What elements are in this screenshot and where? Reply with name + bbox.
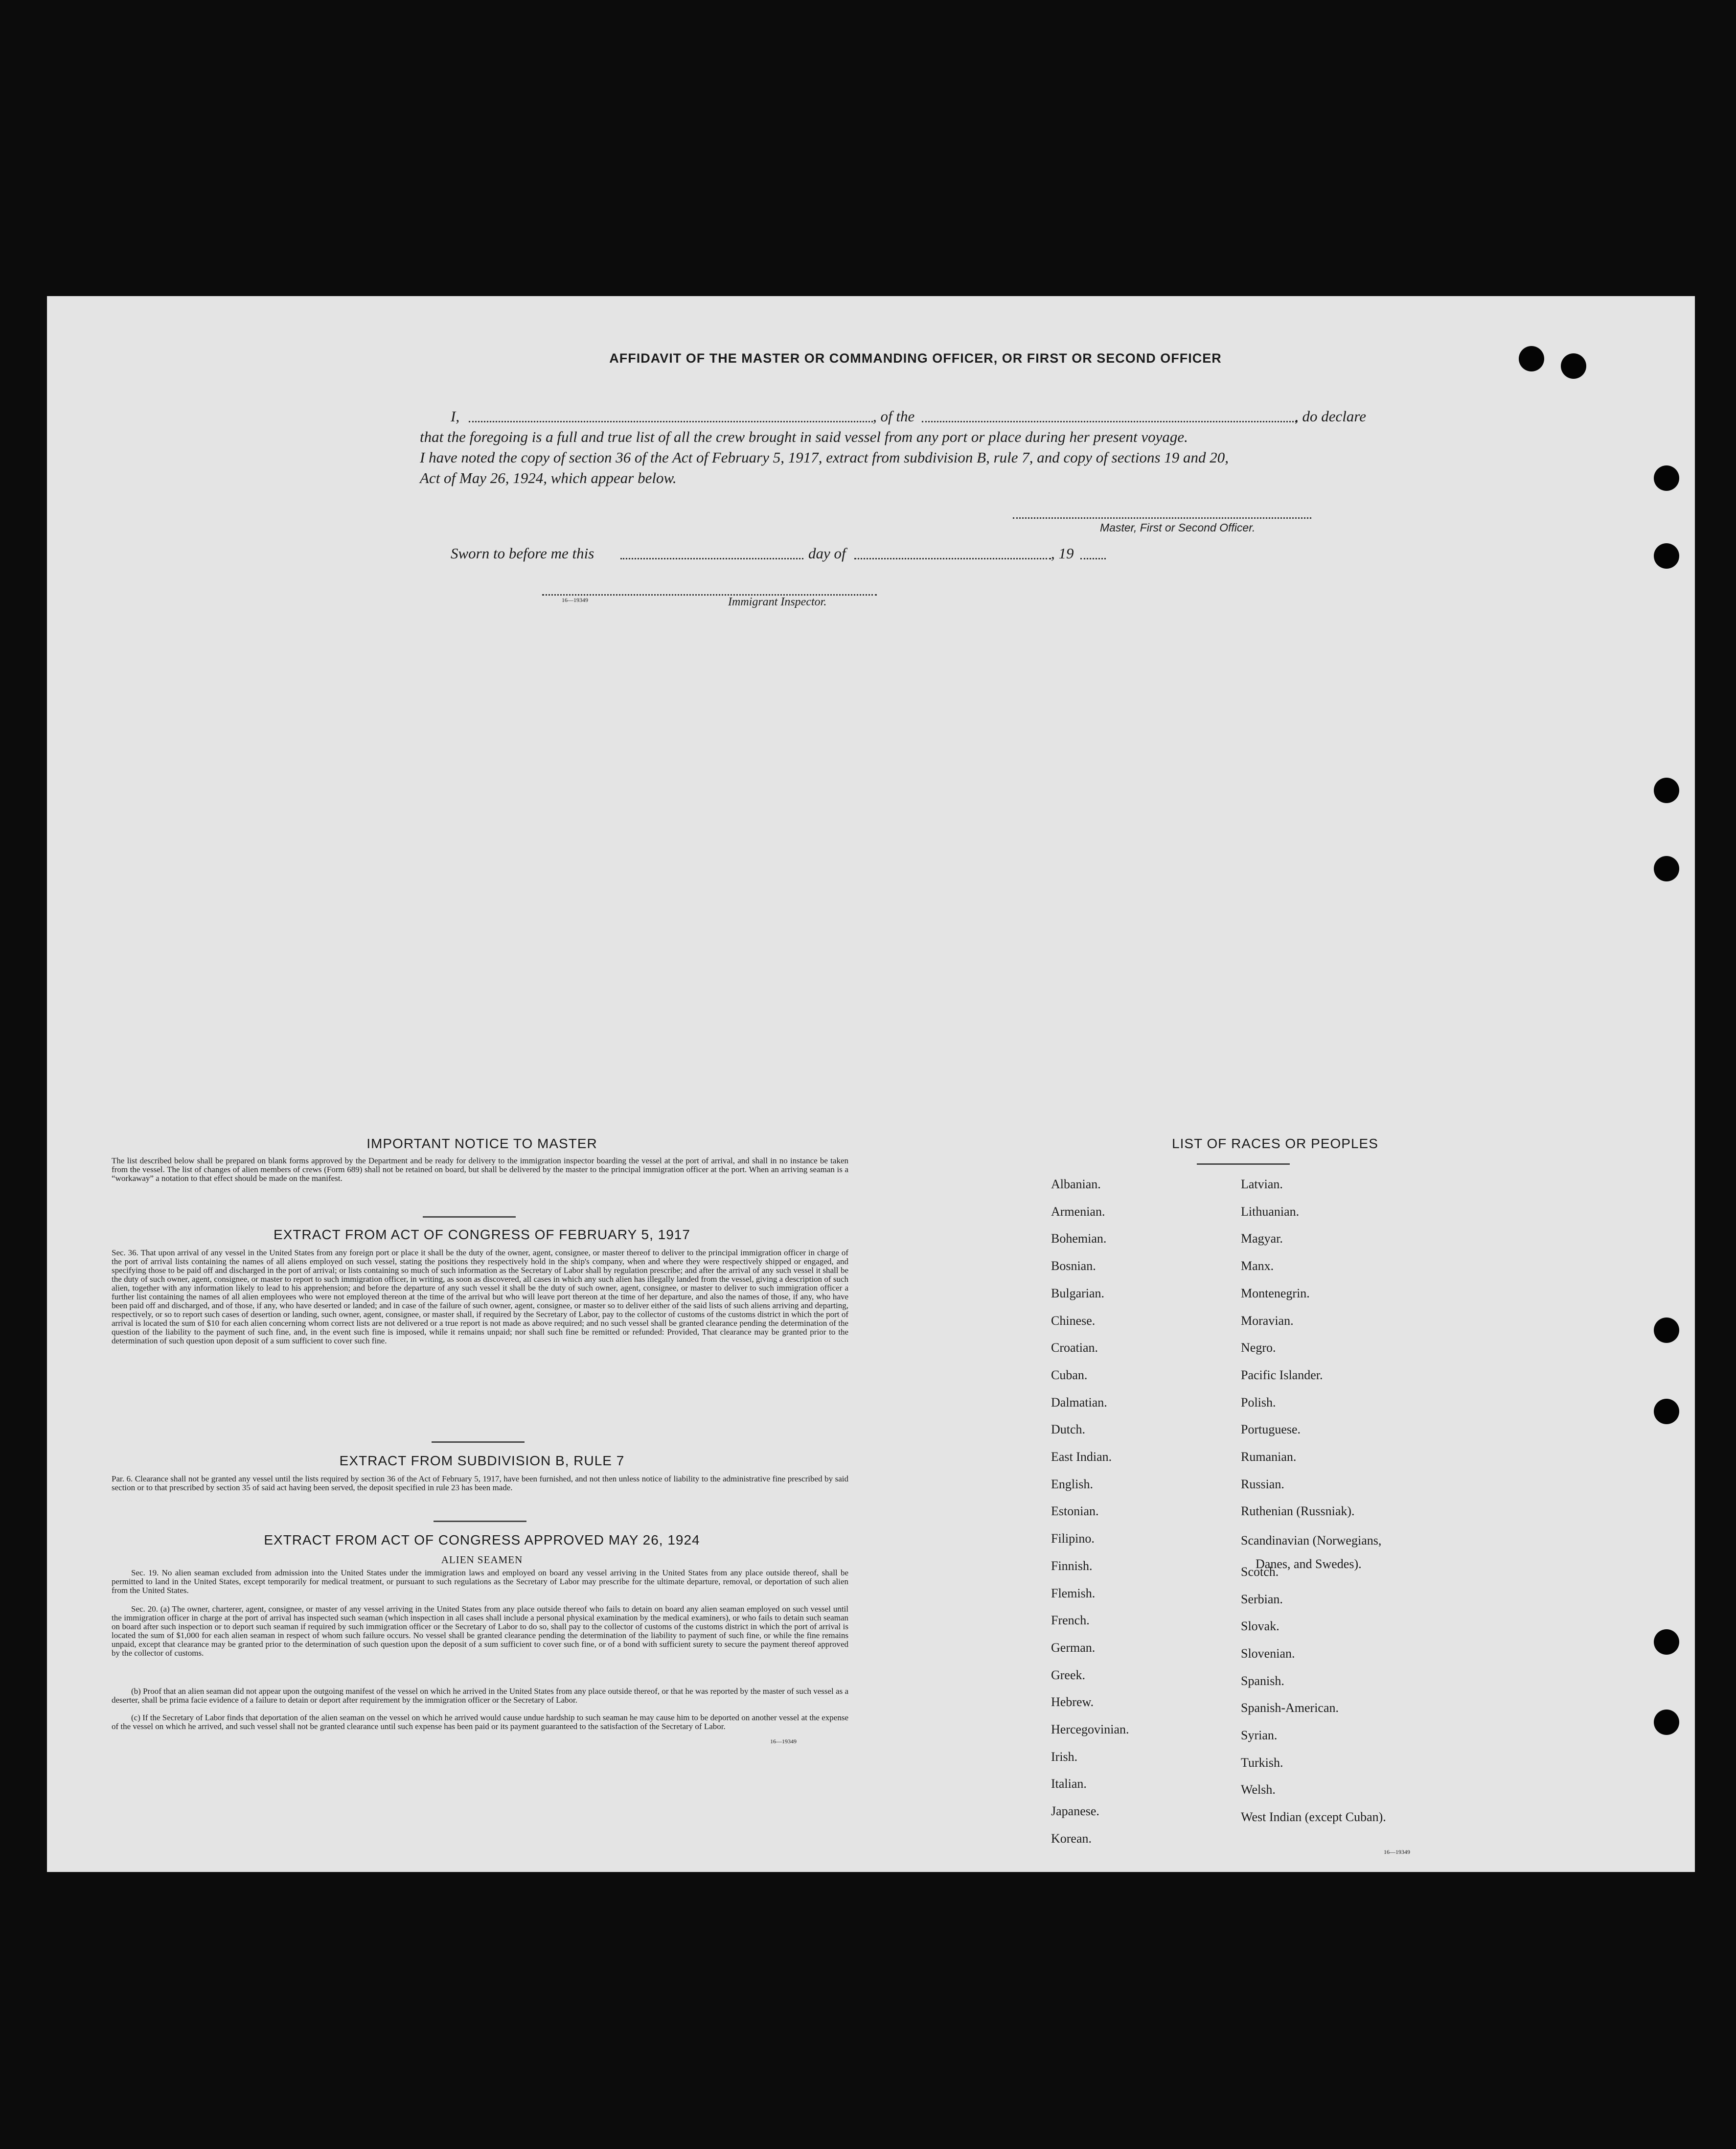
race-item: German. xyxy=(1051,1640,1096,1655)
race-item: Japanese. xyxy=(1051,1804,1099,1819)
extract-1924-title: EXTRACT FROM ACT OF CONGRESS APPROVED MAY 26, 1924 xyxy=(264,1532,700,1548)
race-item: Danes, and Swedes). xyxy=(1256,1557,1362,1571)
affidavit-form-number: 16—19349 xyxy=(562,597,588,603)
race-item: Korean. xyxy=(1051,1831,1092,1846)
affidavit-line-2: that the foregoing is a full and true list of all the crew brought in said vessel from any port or place during her present voyage. xyxy=(420,428,1188,445)
race-item: Magyar. xyxy=(1241,1231,1283,1246)
race-item: Filipino. xyxy=(1051,1531,1095,1546)
divider xyxy=(1197,1163,1290,1165)
punch-hole xyxy=(1654,1629,1679,1655)
punch-hole xyxy=(1654,465,1679,491)
sworn-day-blank[interactable] xyxy=(620,558,803,559)
form-page xyxy=(47,296,1695,1872)
race-item: Bulgarian. xyxy=(1051,1286,1105,1300)
section-20c: (c) If the Secretary of Labor finds that deportation of the alien seaman on the vessel on which he arrived would cause undue hardship to such seaman he may cause him to be deported on another vessel at the expense of the vessel on which he arrived, and such vessel shall not be granted clearance until such expense has been paid or its payment guaranteed to the satisfaction of the Secretary of Labor. xyxy=(112,1713,848,1731)
day-of-text: day of xyxy=(808,545,846,562)
race-item: Ruthenian (Russniak). xyxy=(1241,1504,1355,1519)
race-item: Lithuanian. xyxy=(1241,1204,1300,1219)
notice-body: The list described below shall be prepared on blank forms approved by the Department and be ready for delivery to the immigration inspector boarding the vessel at the port of arrival, and shall in no instance be taken from the vessel. The list of changes of alien members of crews (Form 689) shall not be retained on board, but shall be delivered by the master to the principal immigration officer at the port. When an arriving seaman is a “workaway” a notation to that effect should be made on the manifest. xyxy=(112,1156,848,1183)
race-item: Syrian. xyxy=(1241,1728,1278,1742)
race-item: Hercegovinian. xyxy=(1051,1722,1129,1736)
extract-1917-body: Sec. 36. That upon arrival of any vessel in the United States from any foreign port or place it shall be the duty of the owner, agent, consignee, or master thereof to deliver to the principal immigration officer in charge of the port of arrival lists containing the names of all aliens employed on such vessel, stating the positions they respectively hold in the ship's company, when and where they were respectively shipped or engaged, and specifying those to be paid off and discharged in the port of arrival; or lists containing so much of such information as the Secretary of Labor shall by regulation prescribe; and after the arrival of any such vessel it shall be the duty of such owner, agent, consignee, or master to report to such immigration officer, in writing, as soon as discovered, all cases in which any such alien has illegally landed from the vessel, giving a description of such alien, together with any information likely to lead to his apprehension; and before the departure of any such vessel it shall be the duty of such owner, agent, consignee, or master to deliver to such immigration officer a further list containing the names of all alien employees who were not employed thereon at the time of the arrival but who will leave port thereon at the time of her departure, and also the names of those, if any, who have been paid off and discharged, and of those, if any, who have deserted or landed; and in case of the failure of such owner, agent, consignee, or master so to deliver either of the said lists of such aliens arriving and departing, respectively, or so to report such cases of desertion or landing, such owner, agent, consignee, or master shall, if required by the Secretary of Labor, pay to the collector of customs of the customs district in which the port of arrival is located the sum of $10 for each alien concerning whom correct lists are not delivered or a true report is not made as above required; and no such vessel shall be granted clearance pending the determination of the question of the liability to the payment of such fine, and, in the event such fine is imposed, while it remains unpaid; nor shall such fine be remitted or refunded: Provided, That clearance may be granted prior to the determination of such question upon deposit of a sum sufficient to cover such fine. xyxy=(112,1248,848,1345)
race-item: French. xyxy=(1051,1613,1090,1628)
race-item: Bohemian. xyxy=(1051,1231,1107,1246)
section-19: Sec. 19. No alien seaman excluded from admission into the United States under the immigration laws and employed on board any vessel arriving in the United States from any place outside thereof, shall be permitted to land in the United States, except temporarily for medical treatment, or pursuant to such regulations as the Secretary of Labor may prescribe for the ultimate departure, removal, or deportation of such alien from the United States. xyxy=(112,1568,848,1595)
race-item: Spanish-American. xyxy=(1241,1701,1339,1715)
alien-seamen-subtitle: ALIEN SEAMEN xyxy=(441,1554,523,1566)
race-item: Negro. xyxy=(1241,1340,1276,1355)
punch-hole xyxy=(1654,1710,1679,1735)
race-item: Dutch. xyxy=(1051,1422,1086,1437)
year-blank[interactable] xyxy=(1080,558,1106,559)
race-item: Chinese. xyxy=(1051,1313,1096,1328)
race-item: Turkish. xyxy=(1241,1755,1283,1770)
divider xyxy=(423,1216,516,1218)
inspector-label: Immigrant Inspector. xyxy=(728,596,827,608)
race-item: Croatian. xyxy=(1051,1340,1098,1355)
race-item: Armenian. xyxy=(1051,1204,1105,1219)
divider xyxy=(432,1441,525,1443)
punch-hole xyxy=(1654,1399,1679,1424)
race-item: Bosnian. xyxy=(1051,1259,1096,1273)
sworn-month-blank[interactable] xyxy=(854,558,1051,559)
inspector-signature-line[interactable] xyxy=(542,594,877,596)
race-item: Scotch. xyxy=(1241,1564,1279,1579)
race-item: Russian. xyxy=(1241,1477,1284,1491)
race-item: Moravian. xyxy=(1241,1313,1294,1328)
races-title: LIST OF RACES OR PEOPLES xyxy=(1172,1136,1378,1151)
race-item: Greek. xyxy=(1051,1667,1086,1682)
race-item: Serbian. xyxy=(1241,1592,1283,1606)
extract-1917-title: EXTRACT FROM ACT OF CONGRESS OF FEBRUARY 5, 1917 xyxy=(274,1227,690,1242)
race-item: Polish. xyxy=(1241,1395,1276,1410)
race-item: Hebrew. xyxy=(1051,1695,1094,1710)
race-item: Welsh. xyxy=(1241,1782,1276,1797)
race-item: Latvian. xyxy=(1241,1177,1283,1191)
race-item: Pacific Islander. xyxy=(1241,1367,1323,1382)
master-label: Master, First or Second Officer. xyxy=(1100,521,1256,534)
races-form-number: 16—19349 xyxy=(1384,1849,1410,1855)
race-item: Scandinavian (Norwegians, xyxy=(1241,1533,1382,1548)
extract-form-number: 16—19349 xyxy=(770,1738,797,1745)
race-item: Finnish. xyxy=(1051,1558,1093,1573)
race-item: Slovak. xyxy=(1241,1619,1279,1634)
race-item: Irish. xyxy=(1051,1749,1078,1764)
race-item: Spanish. xyxy=(1241,1673,1284,1688)
race-item: Cuban. xyxy=(1051,1367,1088,1382)
affidavit-line-4: Act of May 26, 1924, which appear below. xyxy=(420,469,677,486)
race-item: Rumanian. xyxy=(1241,1450,1297,1464)
race-item: Dalmatian. xyxy=(1051,1395,1107,1410)
race-item: West Indian (except Cuban). xyxy=(1241,1810,1386,1825)
affidavit-i: I, xyxy=(451,408,460,425)
race-item: Italian. xyxy=(1051,1777,1087,1791)
race-item: English. xyxy=(1051,1477,1093,1491)
affidavit-of-the: , of the xyxy=(873,408,915,425)
divider xyxy=(434,1521,526,1522)
subdivision-b-body: Par. 6. Clearance shall not be granted any vessel until the lists required by section 36 of the Act of February 5, 1917, have been furnished, and not then unless notice of liability to the administrative fine prescribed by said section or to that prescribed by section 35 of said act having been served, the deposit specified in rule 23 has been made. xyxy=(112,1474,848,1492)
race-item: Estonian. xyxy=(1051,1504,1099,1519)
vessel-blank[interactable] xyxy=(922,421,1297,422)
race-item: Albanian. xyxy=(1051,1177,1101,1191)
master-signature-line[interactable] xyxy=(1013,517,1311,519)
punch-hole xyxy=(1654,543,1679,569)
race-item: Manx. xyxy=(1241,1259,1274,1273)
affidavit-do-declare: , do declare xyxy=(1295,408,1367,425)
punch-hole xyxy=(1561,353,1586,379)
race-item: Montenegrin. xyxy=(1241,1286,1310,1300)
race-item: East Indian. xyxy=(1051,1450,1112,1464)
affidavit-line-3: I have noted the copy of section 36 of the Act of February 5, 1917, extract from subdivision B, rule 7, and copy of sections 19 and 20, xyxy=(420,449,1229,466)
name-blank[interactable] xyxy=(469,421,873,422)
section-20b: (b) Proof that an alien seaman did not appear upon the outgoing manifest of the vessel on which he arrived in the United States from any place outside thereof, or that he was reported by the master of such vessel as a deserter, shall be prima facie evidence of a failure to detain or deport after requirement by the immigration officer or the Secretary of Labor. xyxy=(112,1687,848,1705)
affidavit-title: AFFIDAVIT OF THE MASTER OR COMMANDING OFFICER, OR FIRST OR SECOND OFFICER xyxy=(609,351,1222,366)
punch-hole xyxy=(1654,1317,1679,1343)
race-item: Slovenian. xyxy=(1241,1646,1295,1661)
race-item: Portuguese. xyxy=(1241,1422,1301,1437)
sworn-text: Sworn to before me this xyxy=(451,545,594,562)
notice-title: IMPORTANT NOTICE TO MASTER xyxy=(366,1136,597,1151)
punch-hole xyxy=(1654,856,1679,881)
section-20a: Sec. 20. (a) The owner, charterer, agent, consignee, or master of any vessel arriving in the United States from any place outside thereof who fails to detain on board any alien seaman employed on such vessel until the immigration officer in charge at the port of arrival has inspected such seaman (which inspection in all cases shall include a personal physical examination by the medical examiners), or who fails to detain such seaman on board after such inspection or to deport such seaman if required by such immigration officer or the Secretary of Labor to do so, shall pay to the collector of customs of the customs district in which the port of arrival is located the sum of $1,000 for each alien seaman in respect of whom such failure occurs. No vessel shall be granted clearance pending the determination of the liability to payment of such fine, or while the fine remains unpaid, except that clearance may be granted prior to the determination of such question upon the deposit of a sum sufficient to cover such fine, or of a bond with sufficient surety to secure the payment thereof approved by the collector of customs. xyxy=(112,1604,848,1658)
punch-hole xyxy=(1654,778,1679,803)
race-item: Flemish. xyxy=(1051,1586,1096,1600)
punch-hole xyxy=(1519,346,1544,371)
subdivision-b-title: EXTRACT FROM SUBDIVISION B, RULE 7 xyxy=(339,1453,625,1468)
year-text: , 19 xyxy=(1051,545,1074,562)
